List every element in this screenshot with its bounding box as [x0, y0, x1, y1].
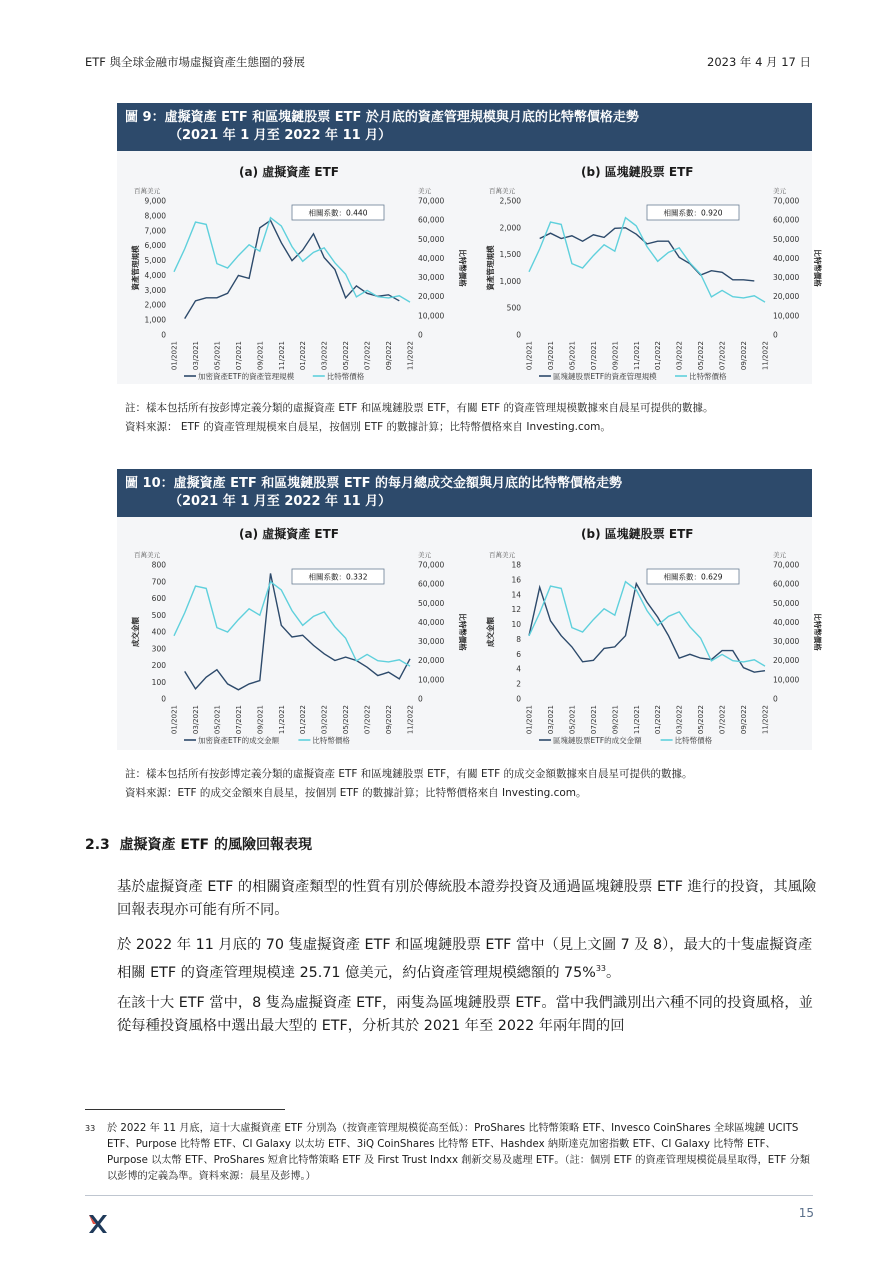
- x-tick-label: 09/2022: [740, 341, 749, 371]
- legend-label: 比特幣價格: [674, 736, 713, 745]
- x-tick-label: 05/2022: [342, 705, 351, 735]
- x-tick-label: 03/2021: [546, 705, 555, 735]
- right-tick-label: 70,000: [773, 560, 800, 570]
- left-tick-label: 400: [151, 627, 166, 637]
- x-tick-label: 03/2022: [320, 705, 329, 735]
- right-tick-label: 60,000: [418, 579, 445, 589]
- x-tick-label: 07/2022: [363, 705, 372, 735]
- x-tick-label: 01/2022: [654, 705, 663, 735]
- left-tick-label: 18: [511, 560, 521, 570]
- left-tick-label: 1,000: [144, 315, 166, 325]
- x-tick-label: 11/2021: [277, 341, 286, 371]
- left-tick-label: 8,000: [144, 211, 166, 221]
- x-tick-label: 03/2021: [191, 705, 200, 735]
- left-tick-label: 600: [151, 594, 166, 603]
- paragraph-2-text: 於 2022 年 11 月底的 70 隻虛擬資產 ETF 和區塊鏈股票 ETF 當中（見上文圖 7 及 8），最大的十隻虛擬資產相關 ETF 的資產管理規模達 25.71 億美元，約佔資產管理規模總額的 75%: [117, 937, 813, 981]
- x-tick-label: 03/2021: [546, 341, 555, 371]
- x-tick-label: 01/2022: [654, 341, 663, 371]
- legend-label: 加密資產ETF的資產管理規模: [198, 372, 295, 381]
- x-tick-label: 11/2022: [406, 705, 415, 735]
- right-tick-label: 70,000: [418, 560, 445, 570]
- section-heading: [85, 834, 312, 854]
- left-axis-unit: 百萬美元: [134, 551, 160, 559]
- right-tick-label: 50,000: [418, 234, 445, 244]
- x-tick-label: 11/2021: [277, 705, 286, 735]
- right-axis-label: 比特幣價格: [813, 249, 822, 287]
- figure-10-note: 註：樣本包括所有按彭博定義分類的虛擬資產 ETF 和區塊鏈股票 ETF，有關 ETF 的成交金額數據來自晨星可提供的數據。: [125, 768, 693, 780]
- figure-9b-chart: [477, 183, 822, 383]
- series-line-0: [540, 228, 755, 281]
- paragraph-2: [117, 934, 817, 985]
- series-line-0: [185, 573, 410, 689]
- x-tick-label: 07/2022: [363, 341, 372, 371]
- right-tick-label: 20,000: [773, 656, 800, 666]
- hkex-logo-icon: [87, 1213, 109, 1235]
- left-tick-label: 200: [151, 661, 166, 670]
- right-axis-label: 比特幣價格: [458, 613, 467, 651]
- correlation-label: 相關系數：0.440: [308, 208, 368, 218]
- right-tick-label: 20,000: [773, 292, 800, 302]
- series-line-0: [185, 220, 400, 318]
- x-tick-label: 11/2022: [406, 341, 415, 371]
- left-axis-label: 資產管理規模: [486, 245, 495, 291]
- series-line-1: [529, 218, 765, 302]
- right-tick-label: 40,000: [418, 253, 445, 263]
- right-axis-unit: 美元: [773, 551, 786, 559]
- left-tick-label: 3,000: [144, 285, 166, 295]
- x-tick-label: 05/2021: [568, 705, 577, 735]
- x-tick-label: 09/2021: [256, 705, 265, 735]
- legend-label: 加密資產ETF的成交金額: [198, 736, 280, 745]
- x-tick-label: 03/2022: [675, 341, 684, 371]
- x-tick-label: 01/2022: [299, 341, 308, 371]
- correlation-label: 相關系數：0.332: [308, 572, 368, 582]
- right-tick-label: 30,000: [773, 273, 800, 283]
- x-tick-label: 03/2021: [191, 341, 200, 371]
- left-tick-label: 2,000: [144, 300, 166, 310]
- right-tick-label: 10,000: [773, 675, 800, 685]
- running-header-date: 2023 年 4 月 17 日: [707, 55, 811, 69]
- figure-9-title-line1: 圖 9：虛擬資產 ETF 和區塊鏈股票 ETF 於月底的資產管理規模與月底的比特幣價格走勢: [125, 110, 639, 125]
- x-tick-label: 09/2021: [256, 341, 265, 371]
- right-tick-label: 50,000: [773, 234, 800, 244]
- left-tick-label: 14: [511, 590, 521, 600]
- left-tick-label: 5,000: [144, 256, 166, 266]
- figure-9-source: 資料來源： ETF 的資產管理規模來自晨星，按個別 ETF 的數據計算；比特幣價格來自 Investing.com。: [125, 421, 611, 433]
- left-tick-label: 2,000: [499, 223, 521, 233]
- left-tick-label: 6,000: [144, 241, 166, 251]
- right-axis-unit: 美元: [418, 551, 431, 559]
- left-tick-label: 4: [516, 664, 521, 674]
- left-tick-label: 500: [506, 303, 521, 313]
- figure-9a-chart: [122, 183, 467, 383]
- footnote-text: 於 2022 年 11 月底，這十大虛擬資產 ETF 分別為（按資產管理規模從高至低）：ProShares 比特幣策略 ETF、Invesco CoinShares 全球區塊鏈 UCITS ETF、Purpose 比特幣 ETF、CI Galaxy 以太坊 ETF、3iQ CoinShares 比特幣 ETF、Hashdex 納斯達克加密指數 ETF、CI Galaxy 比特幣 ETF、Purpose 以太幣 ETF、ProShares 短倉比特幣策略 ETF 及 First Trust Indxx 創新交易及處理 ETF。（註：個別 ETF 的資產管理規模從晨星取得，ETF 分類以彭博的定義為準。資料來源：晨星及彭博。）: [107, 1123, 810, 1182]
- left-tick-label: 10: [511, 620, 521, 630]
- paragraph-3: 在該十大 ETF 當中，8 隻為虛擬資產 ETF，兩隻為區塊鏈股票 ETF。當中我們識別出六種不同的投資風格，並從每種投資風格中選出最大型的 ETF，分析其於 2021 年至 2022 年兩年間的回: [117, 995, 813, 1034]
- figure-10b-subtitle: (b) 區塊鏈股票 ETF: [581, 527, 694, 541]
- x-tick-label: 07/2022: [718, 341, 727, 371]
- x-tick-label: 09/2022: [740, 705, 749, 735]
- x-tick-label: 05/2022: [342, 341, 351, 371]
- figure-10a-chart: [122, 547, 467, 747]
- x-tick-label: 07/2021: [234, 705, 243, 735]
- right-tick-label: 10,000: [418, 311, 445, 321]
- right-tick-label: 60,000: [773, 215, 800, 225]
- legend-label: 比特幣價格: [312, 736, 350, 745]
- x-tick-label: 05/2022: [697, 705, 706, 735]
- x-tick-label: 07/2021: [234, 341, 243, 371]
- left-axis-label: 成交金額: [486, 617, 495, 647]
- right-tick-label: 50,000: [418, 598, 445, 608]
- x-tick-label: 07/2021: [589, 341, 598, 371]
- x-tick-label: 01/2021: [525, 705, 534, 735]
- left-tick-label: 0: [516, 694, 521, 704]
- right-tick-label: 10,000: [418, 675, 445, 685]
- paragraph-2-end: 。: [606, 964, 621, 981]
- series-line-1: [174, 582, 410, 666]
- left-tick-label: 500: [151, 610, 166, 620]
- x-tick-label: 09/2021: [611, 341, 620, 371]
- section-title: 虛擬資產 ETF 的風險回報表現: [119, 837, 312, 853]
- left-tick-label: 1,500: [499, 250, 521, 260]
- right-axis-label: 比特幣價格: [813, 613, 822, 651]
- right-tick-label: 20,000: [418, 292, 445, 302]
- right-axis-label: 比特幣價格: [458, 249, 467, 287]
- series-line-1: [529, 582, 765, 666]
- footnote-33: [85, 1121, 813, 1185]
- running-header-title: ETF 與全球金融市場虛擬資產生態圈的發展: [85, 55, 306, 69]
- left-tick-label: 2,500: [499, 196, 521, 206]
- x-tick-label: 05/2021: [568, 341, 577, 371]
- x-tick-label: 03/2022: [675, 705, 684, 735]
- left-tick-label: 800: [151, 560, 166, 570]
- right-tick-label: 70,000: [773, 196, 800, 206]
- right-tick-label: 0: [773, 694, 778, 704]
- figure-10-title-line2: （2021 年 1 月至 2022 年 11 月）: [169, 494, 392, 509]
- figure-10b-chart: [477, 547, 822, 747]
- figure-9a-subtitle: (a) 虛擬資產 ETF: [239, 165, 340, 179]
- page-number: 15: [798, 1206, 814, 1220]
- correlation-label: 相關系數：0.629: [663, 572, 723, 582]
- legend-label: 比特幣價格: [689, 372, 727, 381]
- footnote-divider: [85, 1109, 285, 1110]
- x-tick-label: 09/2022: [385, 705, 394, 735]
- figure-10a-subtitle: (a) 虛擬資產 ETF: [239, 527, 340, 541]
- right-tick-label: 50,000: [773, 598, 800, 608]
- x-tick-label: 01/2021: [170, 705, 179, 735]
- x-tick-label: 11/2022: [761, 705, 770, 735]
- left-tick-label: 0: [161, 330, 166, 340]
- right-tick-label: 30,000: [418, 637, 445, 647]
- left-tick-label: 0: [516, 330, 521, 340]
- figure-9-note: 註：樣本包括所有按彭博定義分類的虛擬資產 ETF 和區塊鏈股票 ETF，有關 ETF 的資產管理規模數據來自晨星可提供的數據。: [125, 402, 714, 414]
- x-tick-label: 07/2022: [718, 705, 727, 735]
- footer-divider: [85, 1195, 813, 1196]
- x-tick-label: 03/2022: [320, 341, 329, 371]
- right-tick-label: 40,000: [773, 617, 800, 627]
- figure-9-title: [117, 103, 812, 151]
- left-axis-unit: 百萬美元: [489, 551, 515, 559]
- right-tick-label: 30,000: [773, 637, 800, 647]
- figure-10-title: [117, 469, 812, 517]
- legend-label: 區塊鏈股票ETF的資產管理規模: [553, 372, 657, 381]
- left-axis-label: 資產管理規模: [131, 245, 140, 291]
- left-tick-label: 700: [151, 577, 166, 587]
- right-tick-label: 60,000: [773, 579, 800, 589]
- figure-10-source: 資料來源：ETF 的成交金額來自晨星，按個別 ETF 的數據計算；比特幣價格來自 Investing.com。: [125, 787, 587, 799]
- right-tick-label: 70,000: [418, 196, 445, 206]
- right-tick-label: 0: [418, 330, 423, 340]
- left-tick-label: 9,000: [144, 196, 166, 206]
- left-tick-label: 7,000: [144, 226, 166, 236]
- right-axis-unit: 美元: [773, 187, 786, 195]
- left-axis-label: 成交金額: [131, 617, 140, 647]
- footnote-number: 33: [85, 1124, 96, 1133]
- legend-label: 區塊鏈股票ETF的成交金額: [553, 736, 642, 745]
- left-tick-label: 4,000: [144, 270, 166, 280]
- x-tick-label: 01/2021: [170, 341, 179, 371]
- x-tick-label: 11/2022: [761, 341, 770, 371]
- figure-9b-subtitle: (b) 區塊鏈股票 ETF: [581, 165, 694, 179]
- left-tick-label: 300: [151, 644, 166, 654]
- left-tick-label: 6: [516, 649, 521, 659]
- left-tick-label: 0: [161, 694, 166, 704]
- left-tick-label: 1,000: [499, 276, 521, 286]
- correlation-label: 相關系數：0.920: [663, 208, 723, 218]
- right-axis-unit: 美元: [418, 187, 431, 195]
- legend-label: 比特幣價格: [326, 372, 365, 381]
- right-tick-label: 60,000: [418, 215, 445, 225]
- right-tick-label: 10,000: [773, 311, 800, 321]
- right-tick-label: 40,000: [773, 253, 800, 263]
- left-axis-unit: 百萬美元: [134, 187, 160, 195]
- right-tick-label: 40,000: [418, 617, 445, 627]
- x-tick-label: 11/2021: [632, 341, 641, 371]
- right-tick-label: 30,000: [418, 273, 445, 283]
- figure-10: [117, 469, 822, 750]
- x-tick-label: 07/2021: [589, 705, 598, 735]
- right-tick-label: 0: [773, 330, 778, 340]
- left-tick-label: 100: [151, 677, 166, 687]
- figure-9: [117, 103, 822, 384]
- figure-9-title-line2: （2021 年 1 月至 2022 年 11 月）: [169, 128, 392, 143]
- left-tick-label: 16: [511, 575, 521, 585]
- x-tick-label: 05/2022: [697, 341, 706, 371]
- x-tick-label: 11/2021: [632, 705, 641, 735]
- x-tick-label: 05/2021: [213, 705, 222, 735]
- footnote-ref-33[interactable]: 33: [595, 964, 607, 973]
- figure-10-title-line1: 圖 10：虛擬資產 ETF 和區塊鏈股票 ETF 的每月總成交金額與月底的比特幣價格走勢: [125, 476, 622, 491]
- left-tick-label: 2: [516, 679, 521, 689]
- paragraph-1: 基於虛擬資產 ETF 的相關資產類型的性質有別於傳統股本證券投資及通過區塊鏈股票 ETF 進行的投資，其風險回報表現亦可能有所不同。: [117, 879, 817, 918]
- x-tick-label: 01/2022: [299, 705, 308, 735]
- left-tick-label: 8: [516, 634, 521, 644]
- x-tick-label: 09/2021: [611, 705, 620, 735]
- x-tick-label: 05/2021: [213, 341, 222, 371]
- x-tick-label: 09/2022: [385, 341, 394, 371]
- left-tick-label: 12: [511, 605, 521, 615]
- left-axis-unit: 百萬美元: [489, 187, 515, 195]
- right-tick-label: 20,000: [418, 656, 445, 666]
- section-number: 2.3: [85, 837, 110, 853]
- x-tick-label: 01/2021: [525, 341, 534, 371]
- right-tick-label: 0: [418, 694, 423, 704]
